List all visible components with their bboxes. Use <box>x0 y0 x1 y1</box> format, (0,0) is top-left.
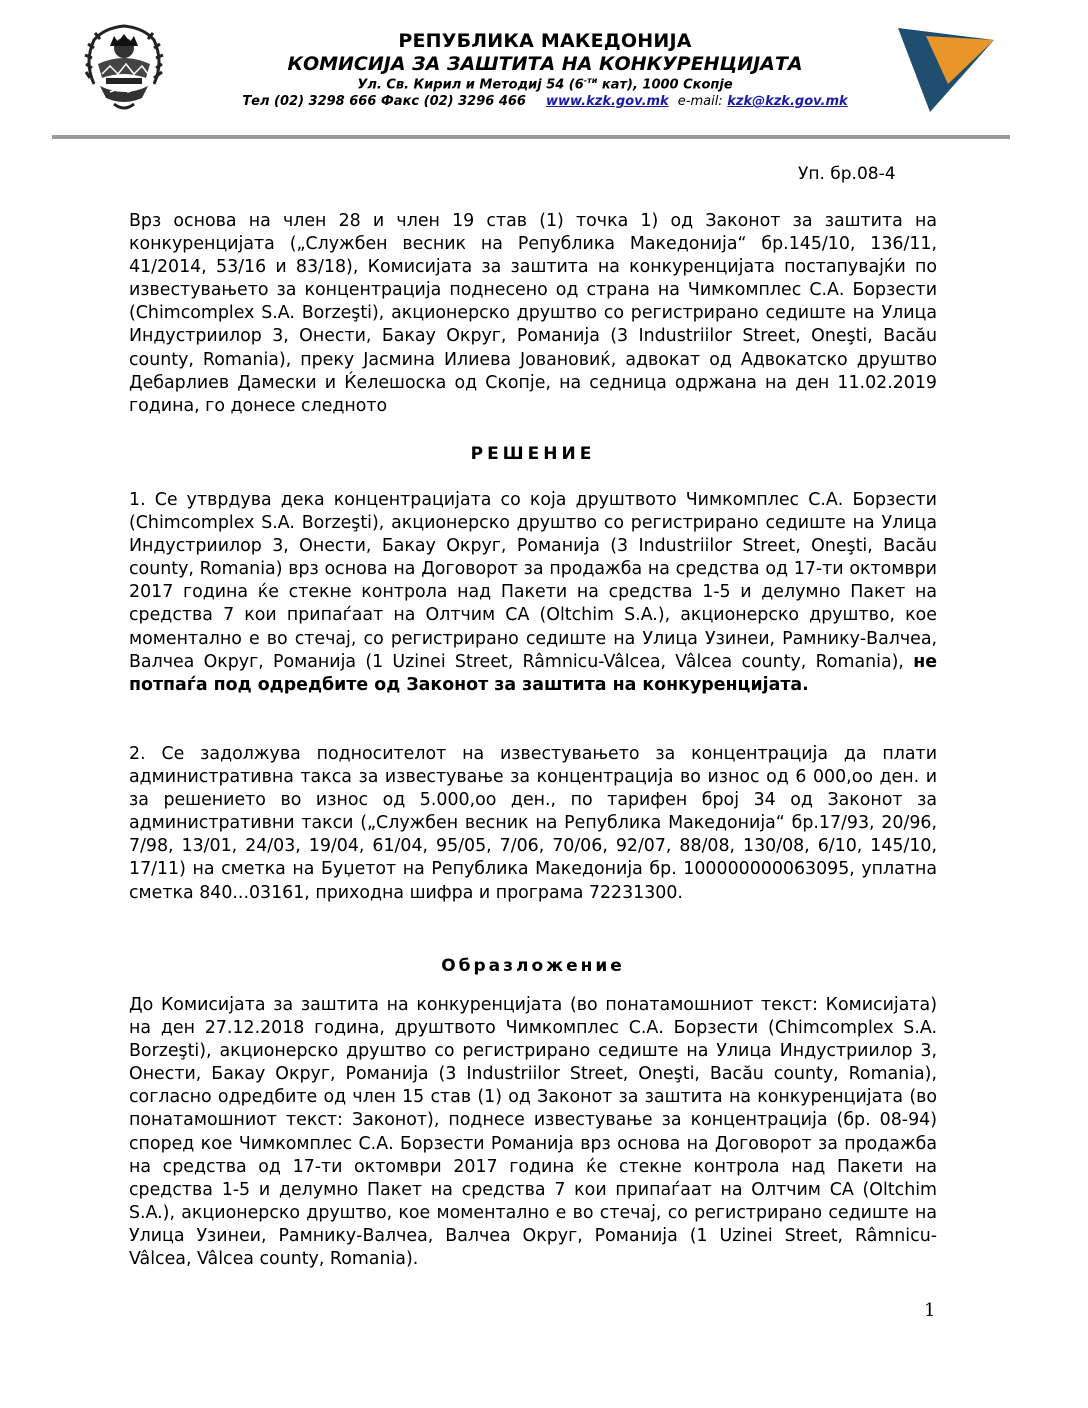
header-phones: Тел (02) 3298 666 Факс (02) 3296 466 <box>242 94 526 109</box>
header-commission-name: КОМИСИЈА ЗА ЗАШТИТА НА КОНКУРЕНЦИЈАТА <box>287 53 803 75</box>
intro-paragraph: Врз основа на член 28 и член 19 став (1) точка 1) од Законот за заштита на конкуренцијата („Службен весник на Република Македонија“ бр.145/10, 136/11, 41/2014, 53/16 и 83/18), Комисијата за заштита на конкуренцијата постапувајќи по известувањето за концентрација поднесено од страна на Чимкомплес С.А. Борзести (Chimcomplex S.A. Borzeşti), акционерско друштво со регистрирано седиште на Улица Индустриилор 3, Онести, Бакау Округ, Романија (3 Industriilor Street, Oneşti, Bacău county, Romania), преку Јасмина Илиева Јовановиќ, адвокат од Адвокатско друштво Дебарлиев Дамески и Ќелешоска од Скопје, на седница одржана на ден 11.02.2019 година, го донесе следното <box>129 211 937 416</box>
decision-heading: РЕШЕНИЕ <box>470 444 596 464</box>
website-link[interactable]: www.kzk.gov.mk <box>545 94 669 109</box>
decision-point-2: 2. Се задолжува подносителот на известувањето за концентрација да плати административна такса за известување за концентрација во износ од 6 000,оо ден. и за решението во износ од 5.000,оо ден., по тарифен број 34 од Законот за административни такси („Службен весник на Република Македонија“ бр.17/93, 20/96, 7/98, 13/01, 24/03, 19/04, 61/04, 95/05, 7/06, 70/06, 92/07, 88/08, 130/08, 6/10, 145/10, 17/11) на сметка на Буџетот на Република Македонија бр. 100000000063095, уплатна сметка 840...03161, приходна шифра и програма 72231300. <box>129 744 937 903</box>
decision-point-1-bold: не потпаѓа под одредбите од Законот за заштита на конкуренцијата. <box>129 651 937 695</box>
page-number: 1 <box>924 1300 936 1321</box>
coat-of-arms-icon <box>80 22 168 114</box>
header-divider <box>52 135 1010 139</box>
reference-number: Уп. бр.08-4 <box>798 164 896 184</box>
commission-logo-icon <box>896 26 996 112</box>
decision-point-1: 1. Се утврдува дека концентрацијата со која друштвото Чимкомплес С.А. Борзести (Chimcomplex S.A. Borzeşti), акционерско друштво со регистрирано седиште на Улица Индустриилор 3, Онести, Бакау Округ, Романија (3 Industriilor Street, Oneşti, Bacău county, Romania) врз основа на Договорот за продажба на средства од 17-ти октомври 2017 година ќе стекне контрола над Пакети на средства 1-5 и делумно Пакет на средства 7 кои припаѓаат на Олтчим СА (Oltchim S.A.), акционерско друштво, кое моментално е во стечај, со регистрирано седиште на Улица Узинеи, Рамнику-Валчеа, Валчеа Округ, Романија (1 Uzinei Street, Râmnicu-Vâlcea, Vâlcea county, Romania), не потпаѓа под одредбите од Законот за заштита на конкуренцијата. <box>129 490 937 695</box>
header-contacts <box>220 94 870 109</box>
email-link[interactable]: kzk@kzk.gov.mk <box>727 94 848 109</box>
header-address: Ул. Св. Кирил и Методиј 54 ($6^{-ти}$ кат), 1000 Скопје <box>357 76 733 93</box>
email-label: e-mail: <box>677 94 723 109</box>
header-country: РЕПУБЛИКА МАКЕДОНИЈА <box>398 30 692 52</box>
reasoning-paragraph: До Комисијата за заштита на конкуренцијата (во понатамошниот текст: Комисијата) на ден 27.12.2018 година, друштвото Чимкомплес С.А. Борзести (Chimcomplex S.A. Borzeşti), акционерско друштво со регистрирано седиште на Улица Индустриилор 3, Онести, Бакау Округ, Романија (3 Industriilor Street, Oneşti, Bacău county, Romania), согласно одредбите од член 15 став (1) од Законот за заштита на конкуренцијата (во понатамошниот текст: Законот), поднесе известување за концентрација (бр. 08-94) според кое Чимкомплес С.А. Борзести Романија врз основа на Договорот за продажба на средства од 17-ти октомври 2017 година ќе стекне контрола над Пакети на средства 1-5 и делумно Пакет на средства 7 кои припаѓаат на Олтчим СА (Oltchim S.A.), акционерско друштво, кое моментално е во стечај, со регистрирано седиште на Улица Узинеи, Рамнику-Валчеа, Валчеа Округ, Романија (1 Uzinei Street, Râmnicu-Vâlcea, Vâlcea county, Romania). <box>129 995 937 1270</box>
reasoning-heading: Образложение <box>441 956 625 976</box>
